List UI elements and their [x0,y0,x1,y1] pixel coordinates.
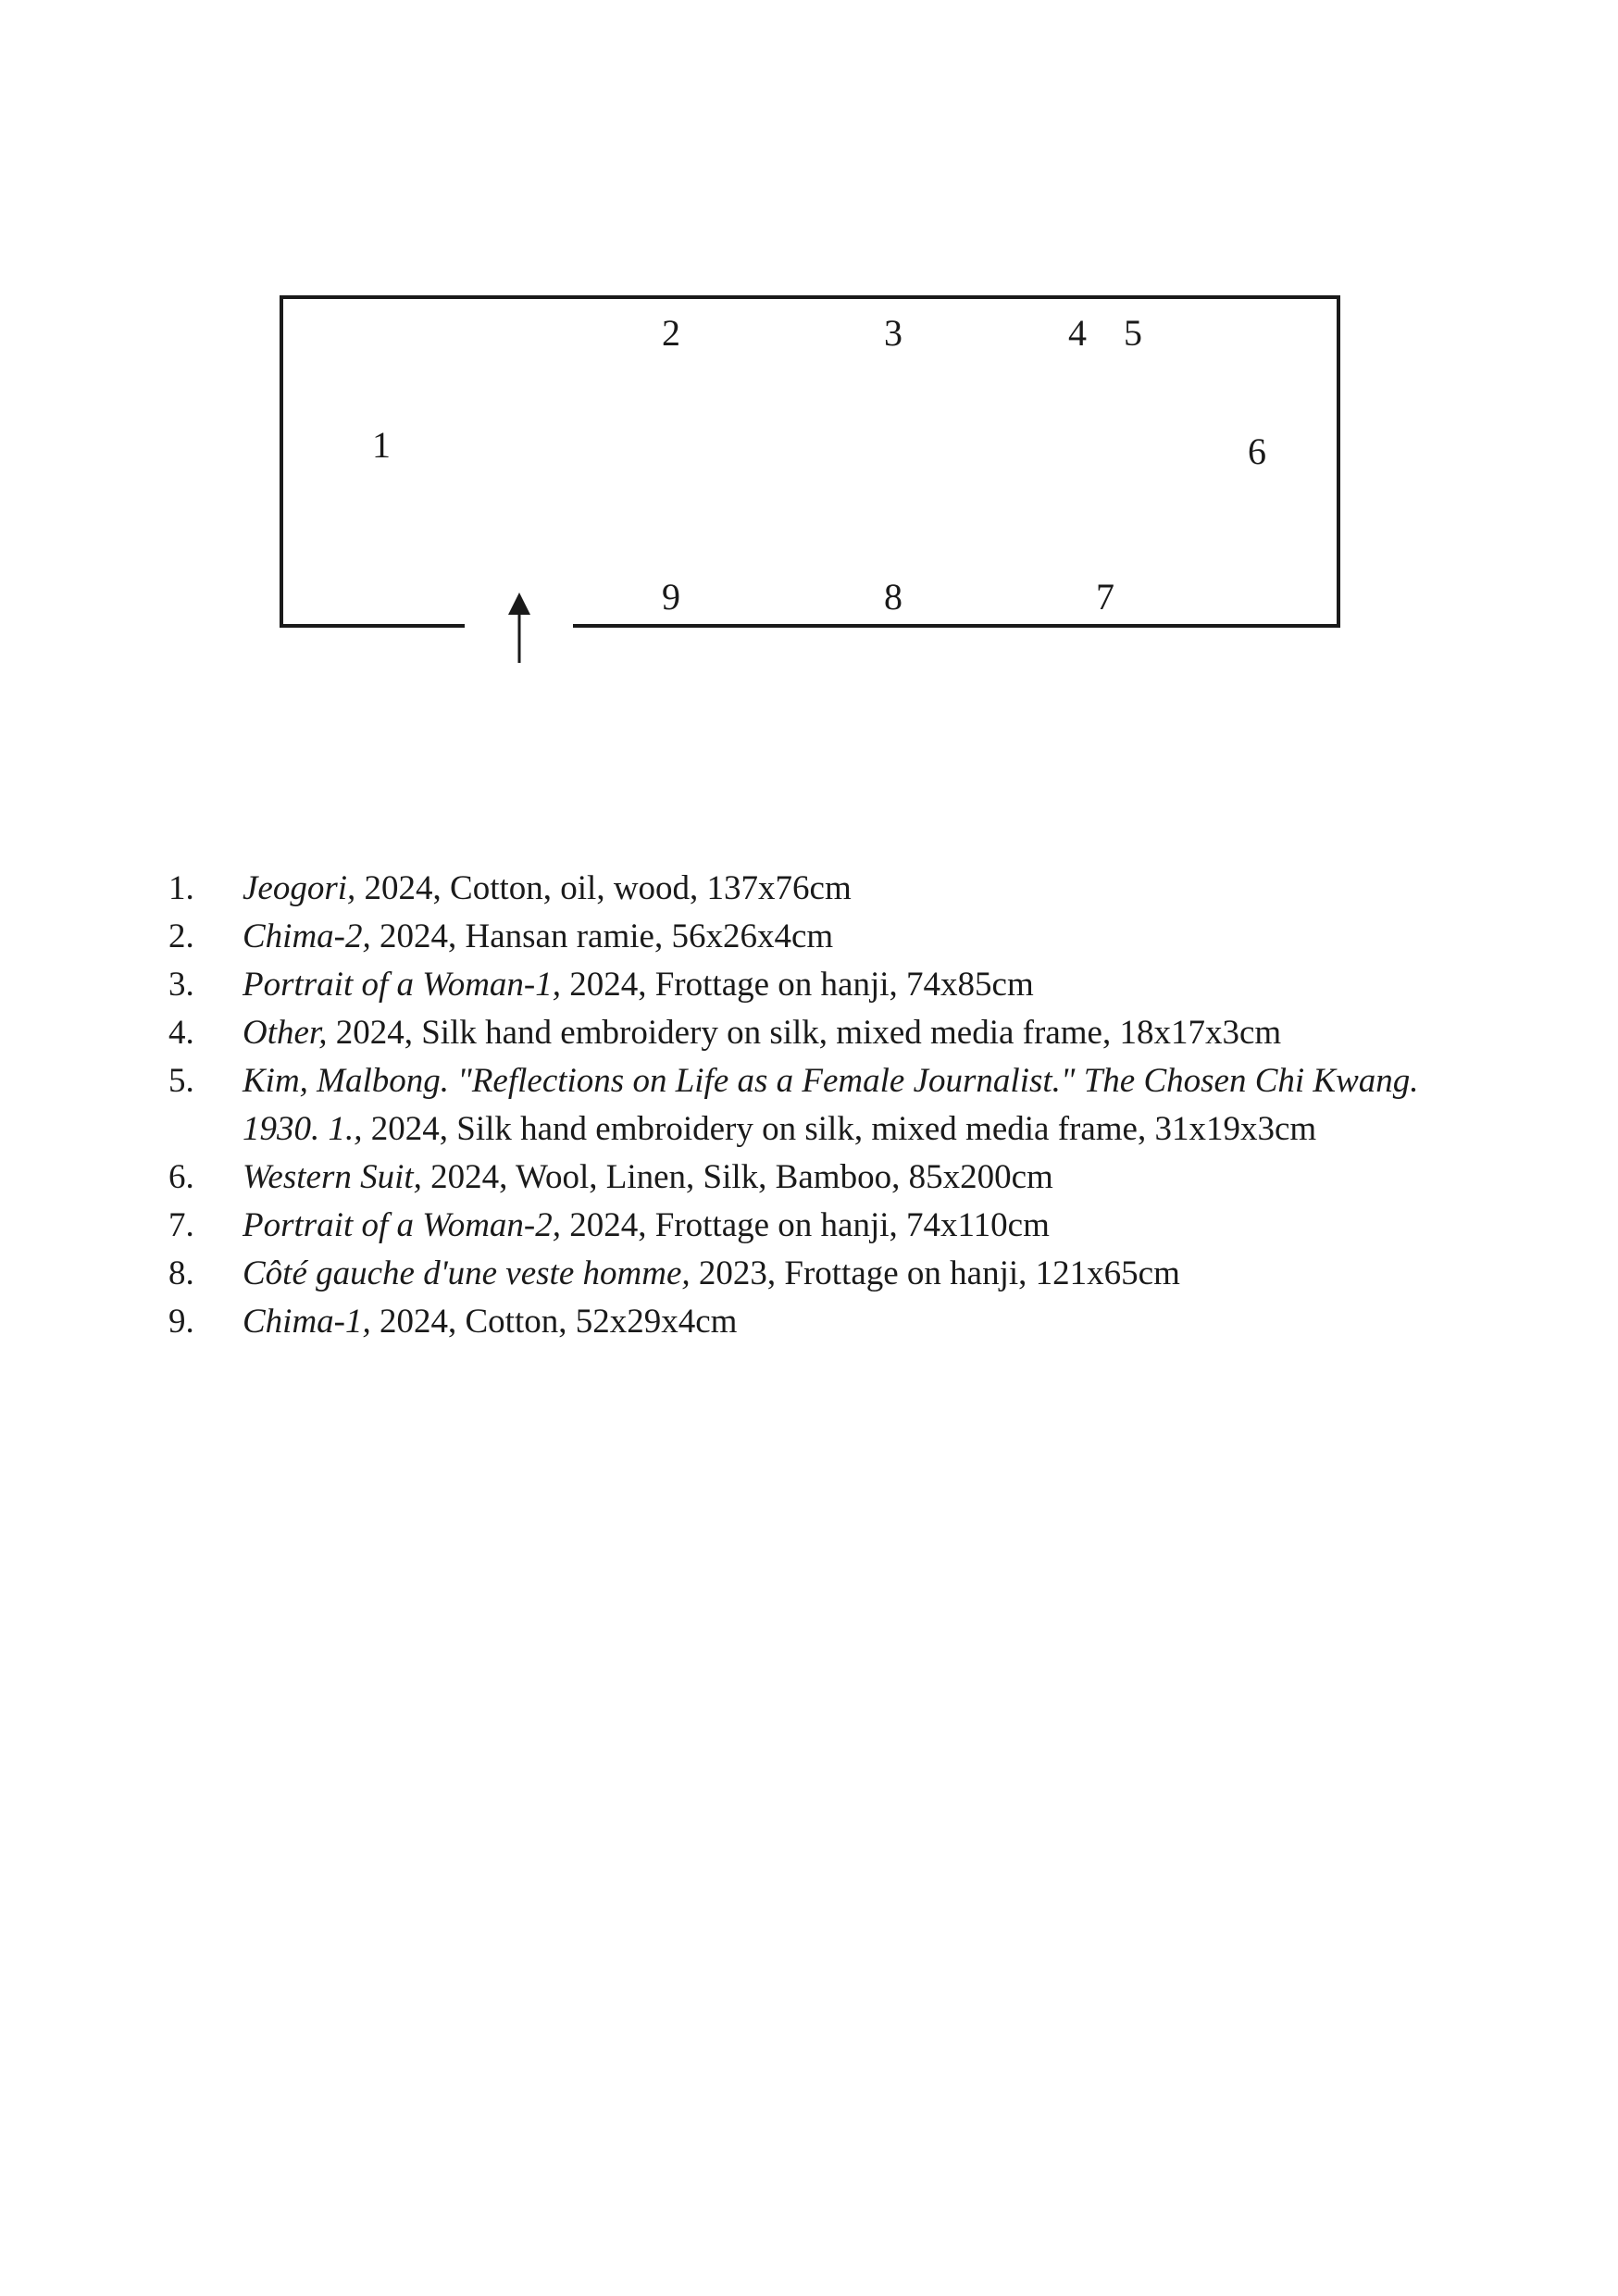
work-title: Côté gauche d'une veste homme, [243,1254,691,1292]
work-index: 6. [168,1158,194,1196]
floor-plan-outline [0,0,1618,704]
work-item-9 [168,1298,1501,1346]
work-item-3 [168,961,1501,1009]
work-details: 2024, Wool, Linen, Silk, Bamboo, 85x200cm [421,1158,1053,1196]
work-title: Western Suit, [243,1158,422,1196]
work-details: 2024, Cotton, 52x29x4cm [370,1303,738,1341]
works-list [168,865,1501,1346]
work-item-7 [168,1202,1501,1250]
plan-label-9: 9 [662,576,680,618]
plan-label-8: 8 [884,576,902,618]
work-title: Portrait of a Woman-2, [243,1206,561,1244]
room-wall [281,297,1338,626]
plan-label-3: 3 [884,312,902,354]
work-title: Kim, Malbong. "Reflections on Life as a Female Journalist." The Chosen Chi Kwang. 1930. 1., [243,1062,1419,1148]
floor-plan [0,0,1618,704]
work-item-2 [168,913,1501,961]
plan-label-5: 5 [1124,312,1142,354]
work-index: 2. [168,917,194,955]
plan-label-4: 4 [1068,312,1087,354]
work-details: 2024, Silk hand embroidery on silk, mixed media frame, 31x19x3cm [362,1110,1317,1148]
work-title: Chima-1, [243,1303,371,1341]
plan-label-7: 7 [1096,576,1114,618]
plan-label-1: 1 [372,424,391,466]
work-title: Chima-2, [243,917,371,955]
up-arrow-icon [508,593,530,663]
work-details: 2024, Silk hand embroidery on silk, mixed media frame, 18x17x3cm [327,1014,1282,1052]
work-index: 8. [168,1254,194,1292]
work-item-5 [168,1057,1474,1154]
work-details: 2023, Frottage on hanji, 121x65cm [690,1254,1180,1292]
work-item-6 [168,1154,1501,1202]
work-index: 5. [168,1062,194,1100]
work-item-1 [168,865,1501,913]
work-index: 9. [168,1303,194,1341]
work-title: Jeogori, [243,869,356,907]
work-title: Other, [243,1014,328,1052]
work-title: Portrait of a Woman-1, [243,966,561,1004]
plan-label-6: 6 [1248,430,1266,472]
work-index: 3. [168,966,194,1004]
work-index: 4. [168,1014,194,1052]
work-details: 2024, Frottage on hanji, 74x110cm [560,1206,1050,1244]
work-details: 2024, Frottage on hanji, 74x85cm [560,966,1034,1004]
work-details: 2024, Cotton, oil, wood, 137x76cm [355,869,852,907]
work-index: 1. [168,869,194,907]
work-index: 7. [168,1206,194,1244]
work-item-8 [168,1250,1501,1298]
plan-label-2: 2 [662,312,680,354]
work-item-4 [168,1009,1501,1057]
work-details: 2024, Hansan ramie, 56x26x4cm [370,917,834,955]
